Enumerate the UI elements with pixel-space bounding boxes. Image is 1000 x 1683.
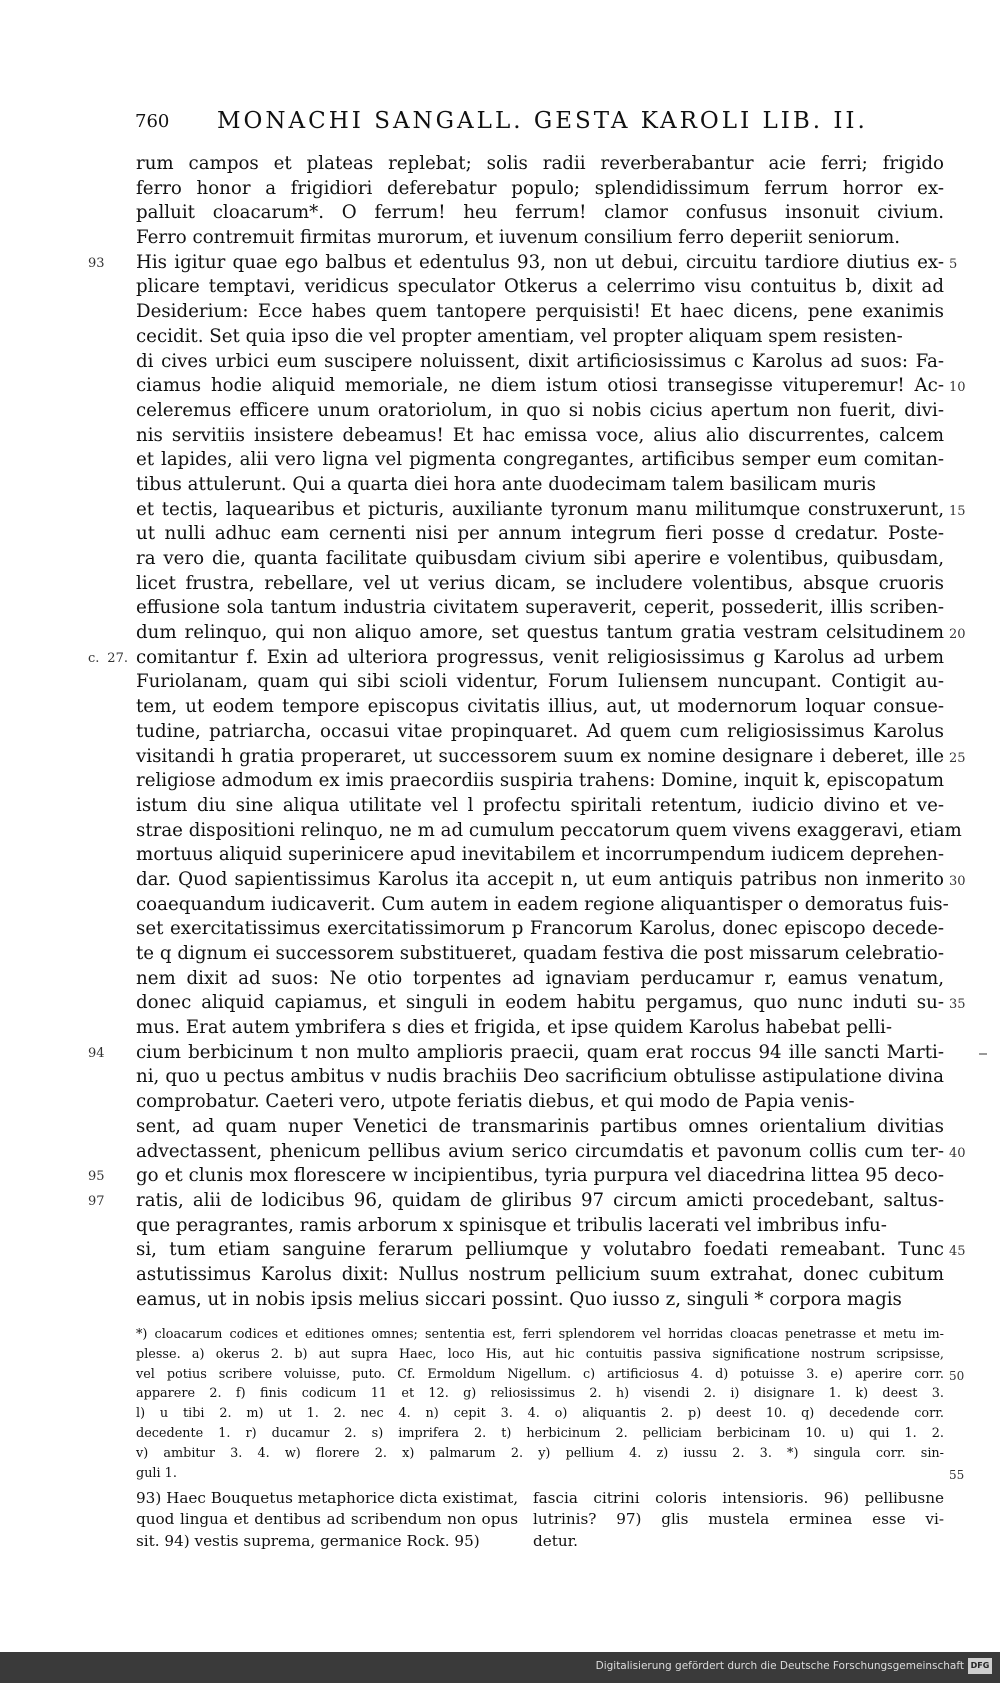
body-line-text: que peragrantes, ramis arborum x spinisque et tribulis lacerati vel imbribus infu- [136, 1214, 887, 1236]
body-line [136, 275, 944, 300]
body-line [136, 893, 949, 918]
page-number: 760 [135, 111, 170, 132]
body-line-text: nis servitiis insistere debeamus! Et hac emissa voce, alius alio discurrentes, calcem [136, 424, 944, 446]
body-line-text: eamus, ut in nobis ipsis melius siccari possint. Quo iusso z, singuli * corpora magis [136, 1288, 902, 1310]
margin-mark [979, 1053, 987, 1055]
funding-credit: Digitalisierung gefördert durch die Deutsche Forschungsgemeinschaft [595, 1660, 964, 1672]
body-line-text: cium berbicinum t non multo amplioris praecii, quam erat roccus 94 ille sancti Marti- [136, 1041, 944, 1063]
body-line-text: dum relinquo, qui non aliquo amore, set questus tantum gratia vestram celsitudinem [136, 622, 944, 644]
body-line-text: di cives urbici eum suscipere noluissent, dixit artificiosissimus c Karolus ad suos: Fa- [136, 350, 944, 372]
body-line-text: te q dignum ei successorem substitueret, quadam festiva die post missarum celebratio- [136, 943, 944, 964]
line-number: 40 [949, 1145, 966, 1161]
body-line [136, 942, 944, 967]
line-number: 35 [949, 997, 966, 1013]
body-line [136, 152, 944, 177]
body-line [136, 350, 944, 375]
line-number: 15 [949, 503, 966, 519]
body-line [136, 695, 944, 720]
body-line-text: tudine, patriarcha, occasui vitae propinquaret. Ad quem cum religiosissimus Karolus [136, 720, 944, 742]
body-line-text: palluit cloacarum*. O ferrum! heu ferrum! clamor confusus insonuit civium. [136, 202, 944, 224]
body-line [136, 596, 944, 621]
body-line [136, 843, 944, 868]
body-line [136, 498, 966, 523]
body-line-text: si, tum etiam sanguine ferarum pelliumque y volutabro foedati remeabant. Tunc [136, 1239, 944, 1261]
body-line-text: religiose admodum ex imis praecordiis suspiria trahens: Domine, inquit k, episcopatum [136, 770, 944, 792]
body-line [136, 621, 966, 646]
body-line [136, 473, 944, 498]
body-line-text: dar. Quod sapientissimus Karolus ita accepit n, ut eum antiquis patribus non inmerito [136, 868, 944, 890]
body-line [136, 991, 966, 1016]
body-line [136, 745, 966, 770]
footnote-line [136, 1325, 944, 1345]
body-line [136, 769, 944, 794]
margin-reference: c. 27. [88, 650, 128, 666]
body-line-text: coaequandum iudicaverit. Cum autem in eadem regione aliquantisper o demoratus fuis- [136, 893, 949, 915]
body-line-text: go et clunis mox florescere w incipientibus, tyria purpura vel diacedrina littea 95 deco- [136, 1165, 944, 1187]
line-number: 10 [949, 380, 966, 396]
body-line-text: Furiolanam, quam qui sibi scioli videntur, Forum Iuliensem nuncupant. Contigit au- [136, 671, 944, 693]
body-line-text: advectassent, phenicum pellibus avium serico circumdatis et pavonum collis cum ter- [136, 1140, 944, 1162]
footnote-line [136, 1404, 944, 1424]
body-line-text: mus. Erat autem ymbrifera s dies et frigida, et ipse quidem Karolus habebat pelli- [136, 1017, 893, 1039]
body-line [136, 1214, 944, 1239]
body-line-text: set exercitatissimus exercitatissimorum p Francorum Karolus, donec episcopo decede- [136, 918, 944, 940]
body-line-text: licet frustra, rebellare, vel ut verius dicam, se includere volentibus, absque cruoris [136, 572, 944, 594]
body-line-text: tem, ut eodem tempore episcopus civitatis illius, aut, ut modernorum loquar consue- [136, 696, 944, 718]
endnote-line: lutrinis? 97) glis mustela erminea esse vi- [533, 1510, 944, 1529]
body-line [136, 522, 944, 547]
footnote-line [136, 1424, 944, 1444]
body-line-text: effusione sola tantum industria civitatem superaverit, ceperit, possederit, illis scriben- [136, 597, 944, 619]
footnote-line-text: guli 1. [136, 1465, 177, 1481]
footnote-line-text: apparere 2. f) finis codicum 11 et 12. g) reliosissimus 2. h) visendi 2. i) disignare 1. k) deest 3. [136, 1386, 944, 1402]
body-line [136, 819, 962, 844]
body-line [136, 572, 944, 597]
body-line-text: ferro honor a frigidiori deferebatur populo; splendidissimum ferrum horror ex- [136, 177, 944, 199]
body-line [136, 300, 944, 325]
running-head [135, 108, 895, 138]
endnote-line: 93) Haec Bouquetus metaphorice dicta existimat, [136, 1489, 519, 1507]
body-line-text: celeremus efficere unum oratoriolum, in quo si nobis cicius apertum non fuerit, divi- [136, 399, 944, 421]
body-line [136, 399, 944, 424]
line-number: 30 [949, 873, 966, 889]
body-line [136, 1016, 944, 1041]
body-line-text: tibus attulerunt. Qui a quarta diei hora ante duodecimam talem basilicam muris [136, 473, 876, 495]
body-line-text: Ferro contremuit firmitas murorum, et iuvenum consilium ferro deperiit seniorum. [136, 227, 901, 249]
footnote-line-text: vel potius scribere voluisse, puto. Cf. Ermoldum Nigellum. c) artificiosus 4. d) potuisse 3. e) aperire corr. [136, 1366, 944, 1382]
endnote-line: quod lingua et dentibus ad scribendum non opus [136, 1510, 518, 1529]
endnote-line: detur. [533, 1531, 579, 1550]
footnote-line [136, 1345, 944, 1365]
body-line-text: plicare temptavi, veridicus speculator Otkerus a celerrimo visu contuitus b, dixit ad [136, 276, 944, 298]
body-line [136, 1140, 966, 1165]
footnote-line-text: v) ambitur 3. 4. w) florere 2. x) palmarum 2. y) pellium 4. z) iussu 2. 3. *) singula corr. sin- [136, 1445, 944, 1461]
body-line [136, 868, 966, 893]
main-text [88, 152, 966, 1312]
body-line [136, 547, 944, 572]
body-line-text: ratis, alii de lodicibus 96, quidam de gliribus 97 circum amicti procedebant, saltus- [136, 1189, 944, 1211]
line-number: 55 [949, 1467, 965, 1482]
body-line-text: ni, quo u pectus ambitus v nudis brachiis Deo sacrificium obtulisse astipulatione divina [136, 1066, 944, 1088]
body-line-text: visitandi h gratia properaret, ut successorem suum ex nomine designare i deberet, ille [136, 745, 944, 767]
line-number: 20 [949, 627, 966, 643]
body-line [136, 917, 944, 942]
body-line [88, 1041, 944, 1066]
footnote-line-text: *) cloacarum codices et editiones omnes; sententia est, ferri splendorem vel horridas cloacas penetrasse et metu im- [136, 1327, 944, 1342]
body-line-text: rum campos et plateas replebat; solis radii reverberabantur acie ferri; frigido [136, 153, 944, 174]
footer-bar [0, 1652, 1000, 1683]
body-line [136, 1288, 944, 1313]
body-line-text: istum diu sine aliqua utilitate vel l profectu spiritali retentum, iudicio divino et ve- [136, 794, 944, 816]
body-line [136, 967, 944, 992]
body-line [136, 448, 944, 473]
body-line [88, 1164, 944, 1189]
body-line [136, 374, 966, 399]
critical-apparatus [136, 1325, 965, 1483]
endnotes-left-column [136, 1488, 518, 1552]
dfg-logo: DFG [968, 1658, 992, 1674]
body-line-text: ra vero die, quanta facilitate quibusdam civium sibi aperire e volentibus, quibusdam, [136, 548, 944, 569]
body-line [136, 325, 944, 350]
body-line [88, 646, 944, 671]
body-line-text: donec aliquid capiamus, et singuli in eodem habitu pergamus, quo nunc induti su- [136, 992, 944, 1014]
body-line-text: strae dispositioni relinquo, ne m ad cumulum peccatorum quem vivens exaggeravi, etiam [136, 819, 962, 841]
running-title: MONACHI SANGALL. GESTA KAROLI LIB. II. [217, 108, 868, 134]
body-line-text: ciamus hodie aliquid memoriale, ne diem istum otiosi transegisse vituperemur! Ac- [136, 375, 944, 397]
endnote-line: sit. 94) vestis suprema, germanice Rock. 95) [136, 1531, 480, 1550]
body-line-text: comprobatur. Caeteri vero, utpote feriatis diebus, et qui modo de Papia venis- [136, 1091, 855, 1113]
body-line [136, 201, 944, 226]
body-line [136, 720, 944, 745]
footnote-line [136, 1464, 965, 1484]
body-line [136, 424, 944, 449]
margin-reference: 93 [88, 255, 105, 271]
footnote-line-text: decedente 1. r) ducamur 2. s) imprifera 2. t) herbicinum 2. pelliciam berbicinam 10. u) qui 1. 2. [136, 1425, 944, 1441]
body-line [136, 670, 944, 695]
footnote-line-text: plesse. a) okerus 2. b) aut supra Haec, loco His, aut hic contuitis passiva significatione nostrum scripsisse, [136, 1346, 944, 1362]
body-line [136, 1090, 944, 1115]
body-line-text: nem dixit ad suos: Ne otio torpentes ad ignaviam perducamur r, eamus venatum, [136, 967, 944, 989]
line-number: 5 [949, 256, 958, 272]
body-line [136, 1263, 944, 1288]
body-line-text: ut nulli adhuc eam cernenti nisi per annum integrum fieri posse d credatur. Poste- [136, 523, 944, 545]
body-line [136, 1238, 966, 1263]
footnote-line-text: l) u tibi 2. m) ut 1. 2. nec 4. n) cepit 3. 4. o) aliquantis 2. p) deest 10. q) decedende corr. [136, 1406, 944, 1422]
body-line-text: cecidit. Set quia ipso die vel propter amentiam, vel propter aliquam spem resisten- [136, 325, 903, 347]
body-line-text: sent, ad quam nuper Venetici de transmarinis partibus omnes orientalium divitias [136, 1115, 944, 1137]
margin-reference: 97 [88, 1193, 105, 1209]
footnote-line [136, 1365, 965, 1385]
body-line-text: astutissimus Karolus dixit: Nullus nostrum pellicium suum extrahat, donec cubitum [136, 1263, 944, 1285]
body-line [136, 794, 944, 819]
margin-reference: 95 [88, 1169, 105, 1185]
endnotes-right-column [533, 1488, 944, 1552]
line-number: 50 [949, 1368, 965, 1383]
body-line-text: mortuus aliquid superinicere apud inevitabilem et incorrumpendum iudicem deprehen- [136, 844, 944, 866]
body-line [136, 177, 944, 202]
body-line [136, 1065, 944, 1090]
body-line [88, 1189, 944, 1214]
body-line-text: comitantur f. Exin ad ulteriora progressus, venit religiosissimus g Karolus ad urbem [136, 646, 944, 668]
body-line-text: His igitur quae ego balbus et edentulus 93, non ut debui, circuitu tardiore diutius ex- [136, 251, 944, 273]
body-line [136, 226, 944, 251]
body-line [136, 1115, 944, 1140]
line-number: 45 [949, 1244, 966, 1260]
body-line-text: et lapides, alii vero ligna vel pigmenta congregantes, artificibus semper eum comitan- [136, 449, 944, 471]
endnote-line: fascia citrini coloris intensioris. 96) pellibusne [533, 1489, 944, 1507]
footnote-line [136, 1384, 944, 1404]
body-line-text: Desiderium: Ecce habes quem tantopere perquisisti! Et haec dicens, pene exanimis [136, 301, 944, 323]
body-line [88, 251, 958, 276]
footnote-line [136, 1444, 944, 1464]
line-number: 25 [949, 750, 966, 766]
margin-reference: 94 [88, 1045, 105, 1061]
body-line-text: et tectis, laquearibus et picturis, auxiliante tyronum manu militumque construxerunt, [136, 498, 944, 520]
